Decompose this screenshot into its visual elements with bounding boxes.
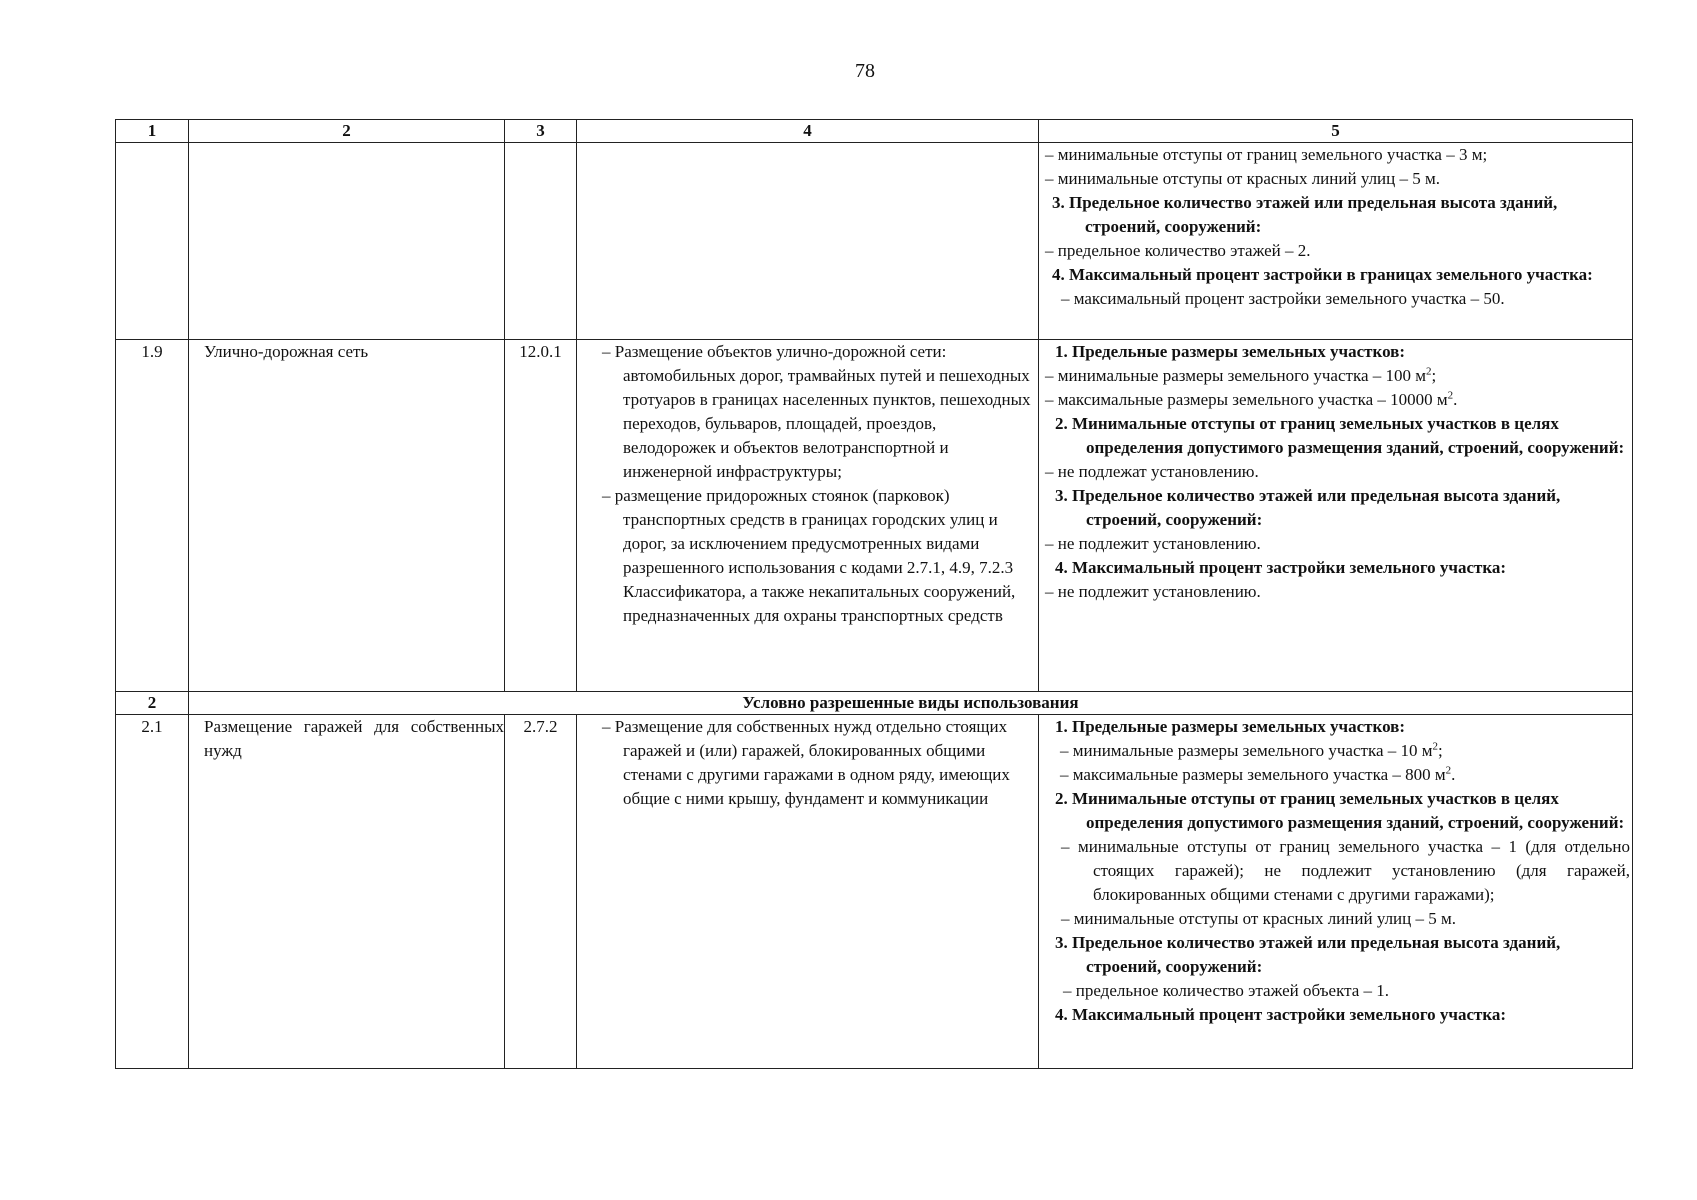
param-heading: 2. Минимальные отступы от границ земельных участков в целях определения допустимого размещения зданий, строений, сооружений: (1055, 414, 1625, 457)
column-header-5: 5 (1039, 120, 1633, 143)
param-text: . (1453, 390, 1458, 409)
cell-code: 2.7.2 (505, 715, 577, 1069)
param-line: – не подлежит установлению. (1045, 582, 1261, 601)
column-header-1: 1 (116, 120, 189, 143)
cell-name: Улично-дорожная сеть (189, 340, 505, 692)
desc-item: – размещение придорожных стоянок (парковок) транспортных средств в границах городских улиц и дорог, за исключением предусмотренных видами разрешенного использования с кодами 2.7.1, 4.9, 7.2.3 Классификатора, а также некапитальных сооружений, предназначенных для охраны транспортных средств (602, 486, 1016, 625)
desc-item: – Размещение для собственных нужд отдельно стоящих гаражей и (или) гаражей, блокированных общими стенами с другими гаражами в одном ряду, имеющих общие с ними крышу, фундамент и коммуникации (602, 717, 1010, 808)
param-heading: 4. Максимальный процент застройки в границах земельного участка: (1052, 265, 1593, 284)
param-heading: 1. Предельные размеры земельных участков: (1055, 717, 1406, 736)
column-header-4: 4 (577, 120, 1039, 143)
superscript: 2 (1447, 389, 1454, 402)
section-title: Условно разрешенные виды использования (189, 692, 1633, 715)
cell-name (189, 143, 505, 340)
param-text: – минимальные размеры земельного участка – 100 м (1045, 366, 1427, 385)
desc-item: – Размещение объектов улично-дорожной сети: автомобильных дорог, трамвайных путей и пешеходных тротуаров в границах населенных пунктов, пешеходных переходов, бульваров, площадей, проездов, велодорожек и объектов велотранспортной и инженерной инфраструктуры; (602, 342, 1031, 481)
cell-desc (577, 143, 1039, 340)
cell-desc (577, 715, 1039, 1069)
param-text: . (1451, 765, 1456, 784)
param-heading: 4. Максимальный процент застройки земельного участка: (1055, 558, 1507, 577)
cell-num: 1.9 (116, 340, 189, 692)
superscript: 2 (1445, 764, 1452, 777)
param-line: – максимальный процент застройки земельного участка – 50. (1061, 289, 1505, 308)
param-heading: 3. Предельное количество этажей или предельная высота зданий, строений, сооружений: (1055, 486, 1561, 529)
cell-params (1039, 715, 1633, 1069)
param-line: – минимальные отступы от красных линий улиц – 5 м. (1045, 169, 1441, 188)
param-line (1045, 763, 1630, 787)
param-text: – максимальные размеры земельного участка – 10000 м (1045, 390, 1448, 409)
param-text: – максимальные размеры земельного участка – 800 м (1060, 765, 1446, 784)
superscript: 2 (1432, 740, 1439, 753)
param-heading: 2. Минимальные отступы от границ земельных участков в целях определения допустимого размещения зданий, строений, сооружений: (1055, 789, 1625, 832)
param-text: ; (1438, 741, 1443, 760)
param-line: – предельное количество этажей объекта – 1. (1063, 981, 1390, 1000)
param-text: – минимальные размеры земельного участка – 10 м (1060, 741, 1433, 760)
table-row-2-1 (116, 715, 1633, 1069)
param-line (1045, 388, 1630, 412)
param-heading: 1. Предельные размеры земельных участков: (1055, 342, 1406, 361)
param-line: – не подлежат установлению. (1045, 462, 1259, 481)
cell-code (505, 143, 577, 340)
cell-num: 2.1 (116, 715, 189, 1069)
param-heading: 3. Предельное количество этажей или предельная высота зданий, строений, сооружений: (1052, 193, 1558, 236)
param-line: – не подлежит установлению. (1045, 534, 1261, 553)
table-row-continuation (116, 143, 1633, 340)
param-line (1045, 364, 1630, 388)
cell-code: 12.0.1 (505, 340, 577, 692)
param-heading: 3. Предельное количество этажей или предельная высота зданий, строений, сооружений: (1055, 933, 1561, 976)
cell-params (1039, 340, 1633, 692)
header-row (116, 120, 1633, 143)
param-heading: 4. Максимальный процент застройки земельного участка: (1055, 1005, 1507, 1024)
param-text: ; (1431, 366, 1437, 385)
column-header-2: 2 (189, 120, 505, 143)
superscript: 2 (1426, 365, 1432, 378)
param-line: – предельное количество этажей – 2. (1045, 241, 1311, 260)
param-line: – минимальные отступы от красных линий улиц – 5 м. (1061, 909, 1457, 928)
param-line: – минимальные отступы от границ земельного участка – 1 (для отдельно стоящих гаражей); не подлежит установлению (для гаражей, блокированных общими стенами с другими гаражами); (1061, 837, 1630, 904)
param-line (1045, 739, 1630, 763)
cell-name: Размещение гаражей для собственных нужд (189, 715, 505, 1069)
section-num: 2 (116, 692, 189, 715)
cell-num (116, 143, 189, 340)
cell-desc (577, 340, 1039, 692)
zoning-table (115, 119, 1633, 1069)
param-line: – минимальные отступы от границ земельного участка – 3 м; (1045, 145, 1488, 164)
cell-params (1039, 143, 1633, 340)
table-row-1-9 (116, 340, 1633, 692)
section-row-2 (116, 692, 1633, 715)
page-number: 78 (855, 60, 875, 82)
column-header-3: 3 (505, 120, 577, 143)
